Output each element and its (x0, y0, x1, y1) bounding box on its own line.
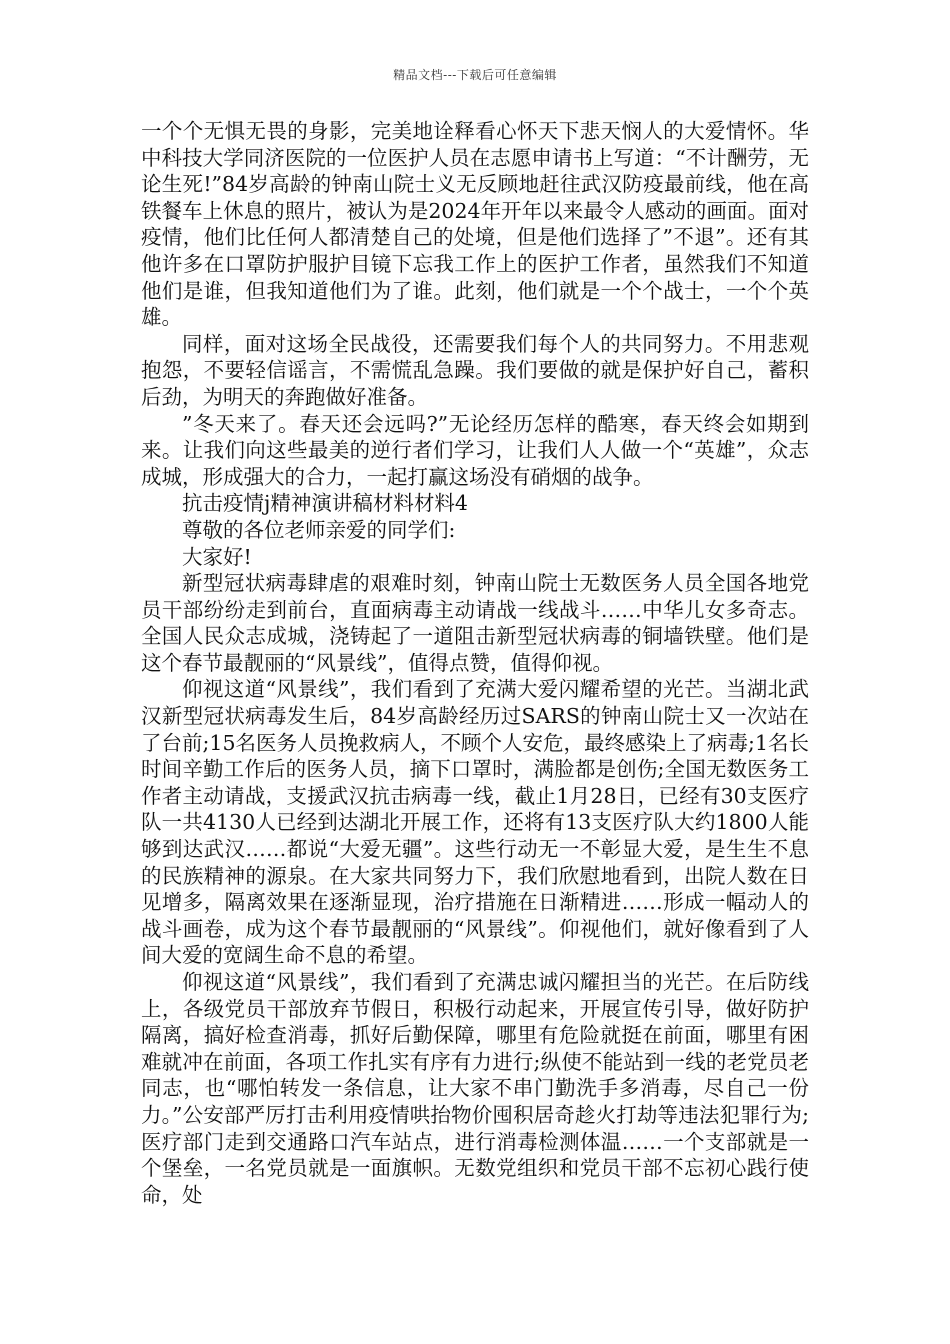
document-body (141, 118, 809, 1208)
paragraph-love: 仰视这道“风景线”，我们看到了充满大爱闪耀希望的光芒。当湖北武汉新型冠状病毒发生后，84岁高龄经历过SARS的钟南山院士又一次站在了台前;15名医务人员挽救病人，不顾个人安危，最终感染上了病毒;1名长时间辛勤工作后的医务人员，摘下口罩时，满脸都是创伤;全国无数医务工作者主动请战，支援武汉抗击病毒一线，截止1月28日，已经有30支医疗队一共4130人已经到达湖北开展工作，还将有13支医疗队大约1800人能够到达武汉……都说“大爱无疆”。这些行动无一不彰显大爱，是生生不息的民族精神的源泉。在大家共同努力下，我们欣慰地看到，出院人数在日见增多，隔离效果在逐渐显现，治疗措施在日渐精进……形成一幅动人的战斗画卷，成为这个春节最靓丽的“风景线”。仰视他们，就好像看到了人间大爱的宽阔生命不息的希望。 (141, 677, 809, 968)
greeting: 大家好! (182, 544, 252, 569)
paragraph-heroes: 一个个无惧无畏的身影，完美地诠释看心怀天下悲天悯人的大爱情怀。华中科技大学同济医院的一位医护人员在志愿申请书上写道：“不计酬劳，无论生死!”84岁高龄的钟南山院士义无反顾地赶往武汉防疫最前线，他在高铁餐车上休息的照片，被认为是2024年开年以来最令人感动的画面。面对疫情，他们比任何人都清楚自己的处境，但是他们选择了”不退”。还有其他许多在口罩防护服护目镜下忘我工作上的医护工作者，虽然我们不知道他们是谁，但我知道他们为了谁。此刻，他们就是一个个战士，一个个英雄。 (141, 119, 809, 330)
paragraph-spring: ”冬天来了。春天还会远吗?”无论经历怎样的酷寒，春天终会如期到来。让我们向这些最美的逆行者们学习，让我们人人做一个“英雄”，众志成城，形成强大的合力，一起打赢这场没有硝烟的战争。 (141, 411, 809, 489)
section-title: 抗击疫情j精神演讲稿材料材料4 (182, 491, 468, 516)
paragraph-intro: 新型冠状病毒肆虐的艰难时刻，钟南山院士无数医务人员全国各地党员干部纷纷走到前台，直面病毒主动请战一线战斗……中华儿女多奇志。全国人民众志成城，浇铸起了一道阻击新型冠状病毒的铜墙铁壁。他们是这个春节最靓丽的“风景线”，值得点赞，值得仰视。 (141, 571, 809, 675)
paragraph-loyalty: 仰视这道“风景线”，我们看到了充满忠诚闪耀担当的光芒。在后防线上，各级党员干部放弃节假日，积极行动起来，开展宣传引导，做好防护隔离，搞好检查消毒，抓好后勤保障，哪里有危险就挺在前面，哪里有困难就冲在前面，各项工作扎实有序有力进行;纵使不能站到一线的老党员老同志，也“哪怕转发一条信息，让大家不串门勤洗手多消毒，尽自己一份力。”公安部严厉打击利用疫情哄抬物价囤积居奇趁火打劫等违法犯罪行为;医疗部门走到交通路口汽车站点，进行消毒检测体温……一个支部就是一个堡垒，一名党员就是一面旗帜。无数党组织和党员干部不忘初心践行使命，处 (141, 970, 809, 1207)
page-header: 精品文档---下载后可任意编辑 (393, 68, 557, 82)
paragraph-common-effort: 同样，面对这场全民战役，还需要我们每个人的共同努力。不用悲观抱怨，不要轻信谣言，不需慌乱急躁。我们要做的就是保护好自己，蓄积后劲，为明天的奔跑做好准备。 (141, 331, 809, 409)
salutation: 尊敬的各位老师亲爱的同学们: (182, 517, 456, 542)
